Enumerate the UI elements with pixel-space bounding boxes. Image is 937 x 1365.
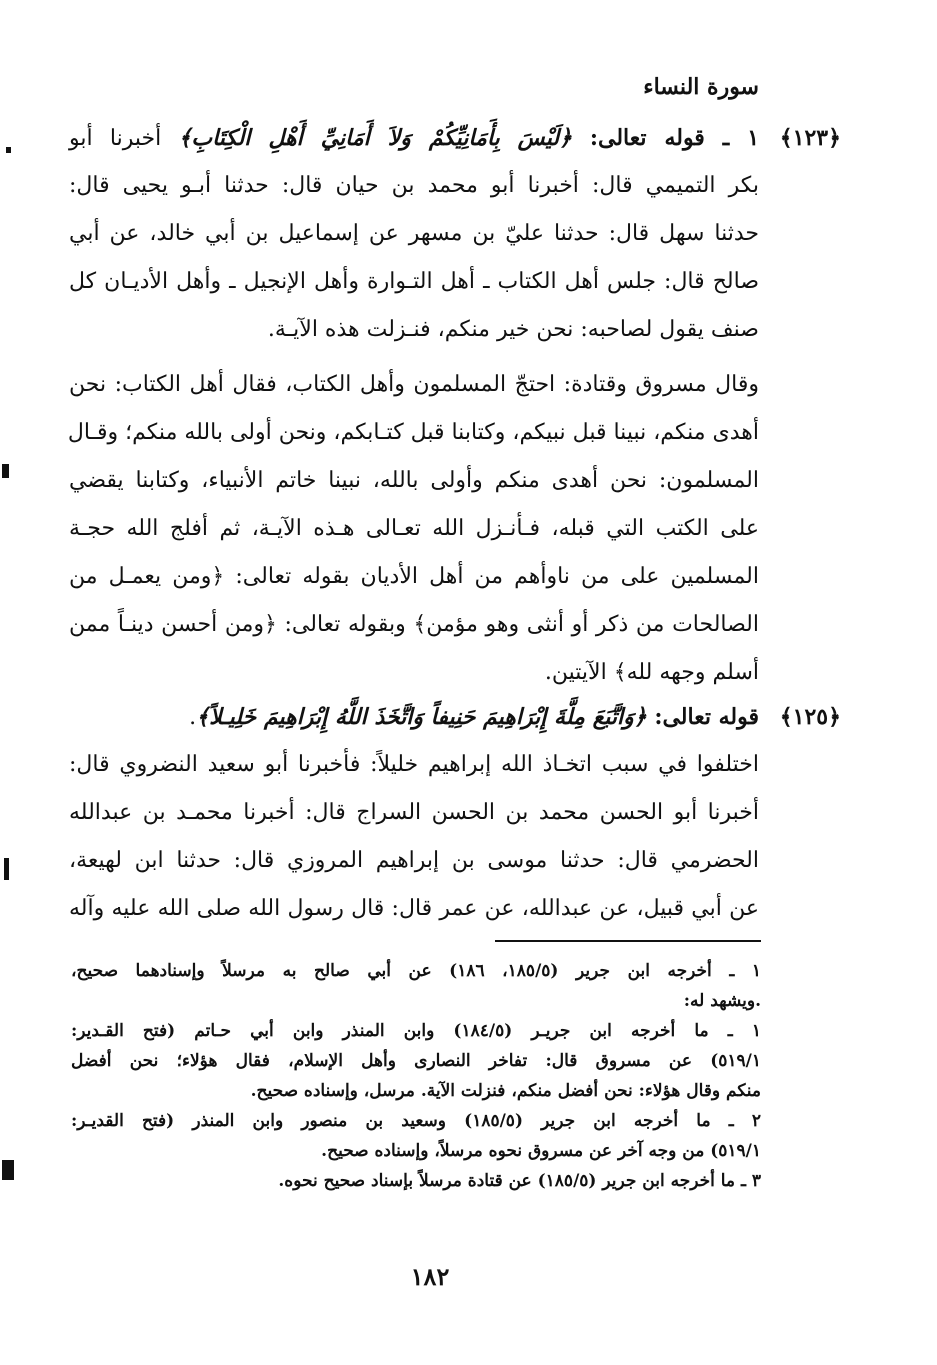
verse-lead: قوله تعالى: [646,704,759,730]
section-line: اختلفوا في سبب اتخـاذ الله إبراهيم خليلاً: فأخبرنا أبو سعيد النضروي قال: [69,752,759,777]
section-line: الصالحات من ذكر أو أنثى وهو مؤمن﴾ وبقوله تعالى: ﴿ومن أحسن دينـاً ممن [69,612,759,637]
section-line: عن أبي قبيل، عن عبدالله، عن عمر قال: قال رسول الله صلى الله عليه وآله [69,896,759,921]
page-number: ١٨٢ [410,1262,450,1291]
section-line: أخبرنا أبو الحسن محمد بن الحسن السراج قال: أخبرنا محمـد بن عبدالله [69,800,759,825]
footnote-line: ٥١٩/١) عن مسروق قال: تفاخر النصارى وأهل الإسلام، فقال هؤلاء؛ نحن أفضل [71,1051,761,1071]
verse-number-125: ﴿١٢٥﴾ [779,704,841,730]
scan-edge-mark [2,1160,14,1180]
footnote-line: ٥١٩/١) من وجه آخر عن مسروق نحوه مرسلاً، وإسناده صحيح. [321,1141,761,1161]
section-line: المسلمين على من ناوأهم من أهل الأديان بقوله تعالى: ﴿ومن يعمـل من [69,564,760,589]
footnote-line: منكم وقال هؤلاء: نحن أفضل منكم، فنزلت الآية. مرسل، وإسناده صحيح. [250,1081,761,1101]
section-line: المسلمون: نحن أهدى منكم وأولى بالله، نبينا خاتم الأنبياء، وكتابنا يقضي [69,468,759,493]
scan-edge-mark [6,147,11,153]
section-line [69,114,759,162]
footnote-divider [495,940,761,942]
verse-tail: أخبرنا أبو [69,126,179,151]
quran-quote: ﴿لَيْسَ بِأَمَانِيِّكُمْ وَلاَ أَمَانِيِّ أَهْلِ الْكِتَابِ﴾ [178,125,572,151]
section-line: وقال مسروق وقتادة: احتجّ المسلمون وأهل الكتاب، فقال أهل الكتاب: نحن [69,372,759,397]
section-line: على الكتب التي قبله، فـأنـزل الله تعـالى هـذه الآيـة، ثم أفلج الله حجـة [69,516,759,541]
section-line: صنف يقول لصاحبه: نحن خير منكم، فنـزلت هذه الآيـة. [267,317,759,342]
section-line: حدثنا سهل قال: حدثنا عليّ بن مسهر عن إسماعيل بن أبي خالد، عن أبي [69,221,759,246]
footnotes [71,956,761,1196]
footnote-line: ١ ـ أخرجه ابن جرير (١٨٥/٥، ١٨٦) عن أبي صالح به مرسلاً وإسنادهما صحيح، [71,961,762,981]
verse-lead: ١ ـ قوله تعالى: [571,125,760,151]
footnote-line: ١ ـ ما أخرجه ابن جريـر (١٨٤/٥) وابن المنذر وابن أبي حـاتم (فتح القـدير: [71,1021,761,1041]
scan-edge-mark [4,858,9,880]
section-line: بكر التميمي قال: أخبرنا أبو محمد بن حيان قال: حدثنا أبـو يحيى قال: [69,173,759,198]
verse-number-123: ﴿١٢٣﴾ [779,125,841,151]
verse-tail: . [189,705,197,730]
section-line: أسلم وجهه لله﴾ الآيتين. [544,660,759,685]
section-line: أهدى منكم، نبينا قبل نبيكم، وكتابنا قبل كتـابكم، ونحن أولى بالله منكم؛ وقـال [67,420,759,445]
scan-edge-mark [2,464,9,478]
section-line: صالح قال: جلس أهل الكتاب ـ أهل التـوارة وأهل الإنجيل ـ وأهل الأديـان كل [69,269,759,294]
section-masruq-qatada [69,361,759,697]
footnote-line: ٣ ـ ما أخرجه ابن جرير (١٨٥/٥) عن قتادة مرسلاً بإسناد صحيح نحوه. [278,1171,761,1191]
section-verse-123 [69,114,759,354]
section-verse-125 [69,693,759,933]
footnote-line: ٢ ـ ما أخرجه ابن جرير (١٨٥/٥) وسعيد بن منصور وابن المنذر (فتح القديـر: [71,1111,761,1131]
footnote-line: .ويشهد له: [683,991,761,1011]
quran-quote: ﴿وَاتَّبَعَ مِلَّةَ إِبْرَاهِيمَ حَنِيفاً وَاتَّخَذَ اللَّهُ إِبْرَاهِيمَ خَلِيـلاً﴾ [196,704,647,730]
running-head: سورة النساء [643,74,759,100]
section-line: الحضرمي قال: حدثنا موسى بن إبراهيم المروزي قال: حدثنا ابن لهيعة، [69,848,759,873]
section-line [69,693,759,741]
